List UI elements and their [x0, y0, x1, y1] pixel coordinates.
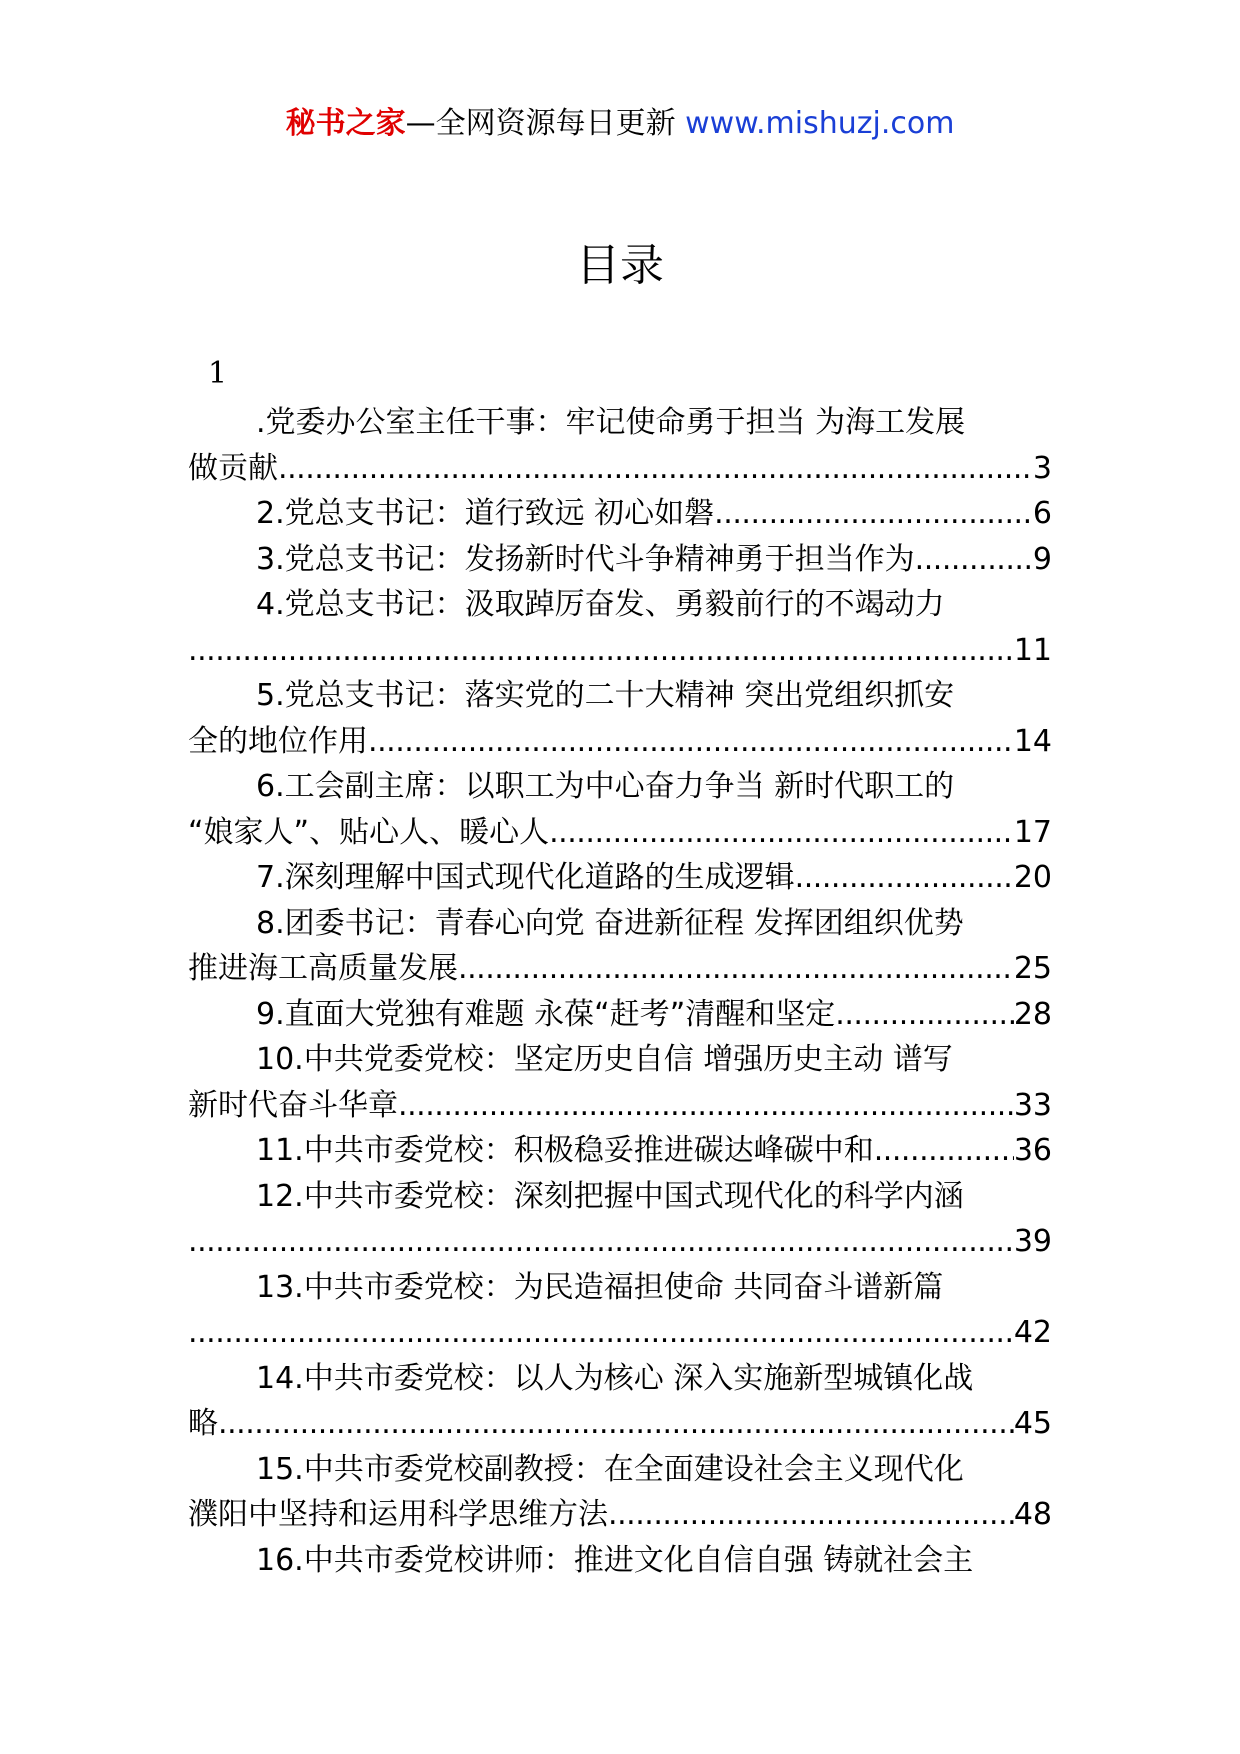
toc-entry[interactable]: [188, 855, 1052, 901]
toc-entry-title: .党委办公室主任干事：牢记使命勇于担当 为海工发展: [256, 405, 966, 440]
toc-page-number: 45: [1013, 1406, 1052, 1441]
dot-leader: [795, 855, 1014, 901]
dot-leader: [874, 1128, 1014, 1174]
dot-leader: [398, 1083, 1014, 1129]
toc-lead-number: 1: [208, 356, 228, 391]
toc-entry[interactable]: [188, 1356, 1052, 1447]
toc-page-number: 48: [1013, 1497, 1052, 1532]
site-header: [0, 104, 1240, 144]
toc-page-number: 42: [1013, 1315, 1052, 1350]
toc-page-number: 28: [1013, 996, 1052, 1032]
toc-entry-title: 濮阳中坚持和运用科学思维方法: [188, 1497, 608, 1532]
toc-entry-title: 2.党总支书记：道行致远 初心如磐: [256, 496, 715, 531]
toc-entry[interactable]: [188, 1037, 1052, 1128]
toc-entry-title: 9.直面大党独有难题 永葆“赶考”清醒和坚定: [256, 996, 836, 1032]
toc-entry-title: 16.中共市委党校讲师：推进文化自信自强 铸就社会主: [256, 1542, 974, 1578]
site-url[interactable]: www.mishuzj.com: [685, 106, 955, 141]
toc-page-number: 9: [1032, 541, 1052, 577]
toc-entry-title: 8.团委书记：青春心向党 奋进新征程 发挥团组织优势: [256, 905, 964, 941]
dot-leader: [278, 446, 1033, 492]
toc-entry[interactable]: [188, 992, 1052, 1038]
brand-name: 秘书之家: [285, 106, 406, 141]
toc-entry-title: “娘家人”、贴心人、暖心人: [188, 814, 550, 850]
toc-entry-title: 4.党总支书记：汲取踔厉奋发、勇毅前行的不竭动力: [256, 587, 945, 622]
dot-leader: [458, 946, 1014, 992]
toc-page-number: 17: [1013, 814, 1052, 850]
toc-entry-title: 新时代奋斗华章: [188, 1087, 398, 1123]
toc-entry-title: 7.深刻理解中国式现代化道路的生成逻辑: [256, 860, 795, 895]
dot-leader: [608, 1492, 1014, 1538]
toc-page-number: 3: [1032, 450, 1052, 486]
toc-entry-title: 11.中共市委党校：积极稳妥推进碳达峰碳中和: [256, 1133, 874, 1168]
toc-entry[interactable]: [188, 1447, 1052, 1538]
toc-entry-title: 15.中共市委党校副教授：在全面建设社会主义现代化: [256, 1451, 964, 1487]
toc-page-number: 36: [1013, 1133, 1052, 1168]
toc-page-number: 39: [1013, 1224, 1052, 1259]
dot-leader: [714, 491, 1033, 537]
toc-entry-title: 6.工会副主席：以职工为中心奋力争当 新时代职工的: [256, 769, 955, 804]
toc-entry-title: 13.中共市委党校：为民造福担使命 共同奋斗谱新篇: [256, 1269, 944, 1305]
dot-leader: [368, 719, 1014, 765]
dot-leader: [835, 992, 1014, 1038]
page-title: 目录: [576, 240, 664, 291]
toc-entry-title: 略: [188, 1406, 218, 1441]
toc-entry-title: 全的地位作用: [188, 723, 368, 759]
toc-entry[interactable]: [188, 764, 1052, 855]
dot-leader: [188, 1310, 1014, 1356]
toc-entry-title: 12.中共市委党校：深刻把握中国式现代化的科学内涵: [256, 1178, 964, 1214]
toc-page-number: 33: [1013, 1087, 1052, 1123]
toc-page-number: 20: [1013, 860, 1052, 895]
table-of-contents: [188, 400, 1052, 1583]
toc-page-number: 6: [1032, 496, 1052, 531]
toc-entry[interactable]: [188, 491, 1052, 537]
toc-entry-title: 14.中共市委党校：以人为核心 深入实施新型城镇化战: [256, 1360, 974, 1396]
dot-leader: [188, 1219, 1014, 1265]
toc-entry[interactable]: [188, 673, 1052, 764]
dot-leader: [549, 810, 1014, 856]
toc-entry[interactable]: [188, 582, 1052, 673]
toc-entry[interactable]: [188, 1265, 1052, 1356]
toc-page-number: 14: [1013, 723, 1052, 759]
toc-entry-title: 10.中共党委党校：坚定历史自信 增强历史主动 谱写: [256, 1042, 953, 1077]
dot-leader: [188, 628, 1014, 674]
dot-leader: [915, 537, 1033, 583]
toc-entry-title: 3.党总支书记：发扬新时代斗争精神勇于担当作为: [256, 541, 915, 577]
toc-entry[interactable]: [188, 1538, 1052, 1584]
toc-entry[interactable]: [188, 537, 1052, 583]
dot-leader: [218, 1401, 1014, 1447]
toc-entry[interactable]: [188, 901, 1052, 992]
toc-entry[interactable]: [188, 400, 1052, 491]
toc-page-number: 25: [1013, 951, 1052, 986]
toc-entry-title: 做贡献: [188, 450, 278, 486]
toc-entry-title: 5.党总支书记：落实党的二十大精神 突出党组织抓安: [256, 678, 955, 713]
toc-entry[interactable]: [188, 1128, 1052, 1174]
toc-page-number: 11: [1013, 632, 1052, 668]
header-slogan: —全网资源每日更新: [405, 106, 686, 141]
toc-entry[interactable]: [188, 1174, 1052, 1265]
toc-entry-title: 推进海工高质量发展: [188, 951, 458, 986]
